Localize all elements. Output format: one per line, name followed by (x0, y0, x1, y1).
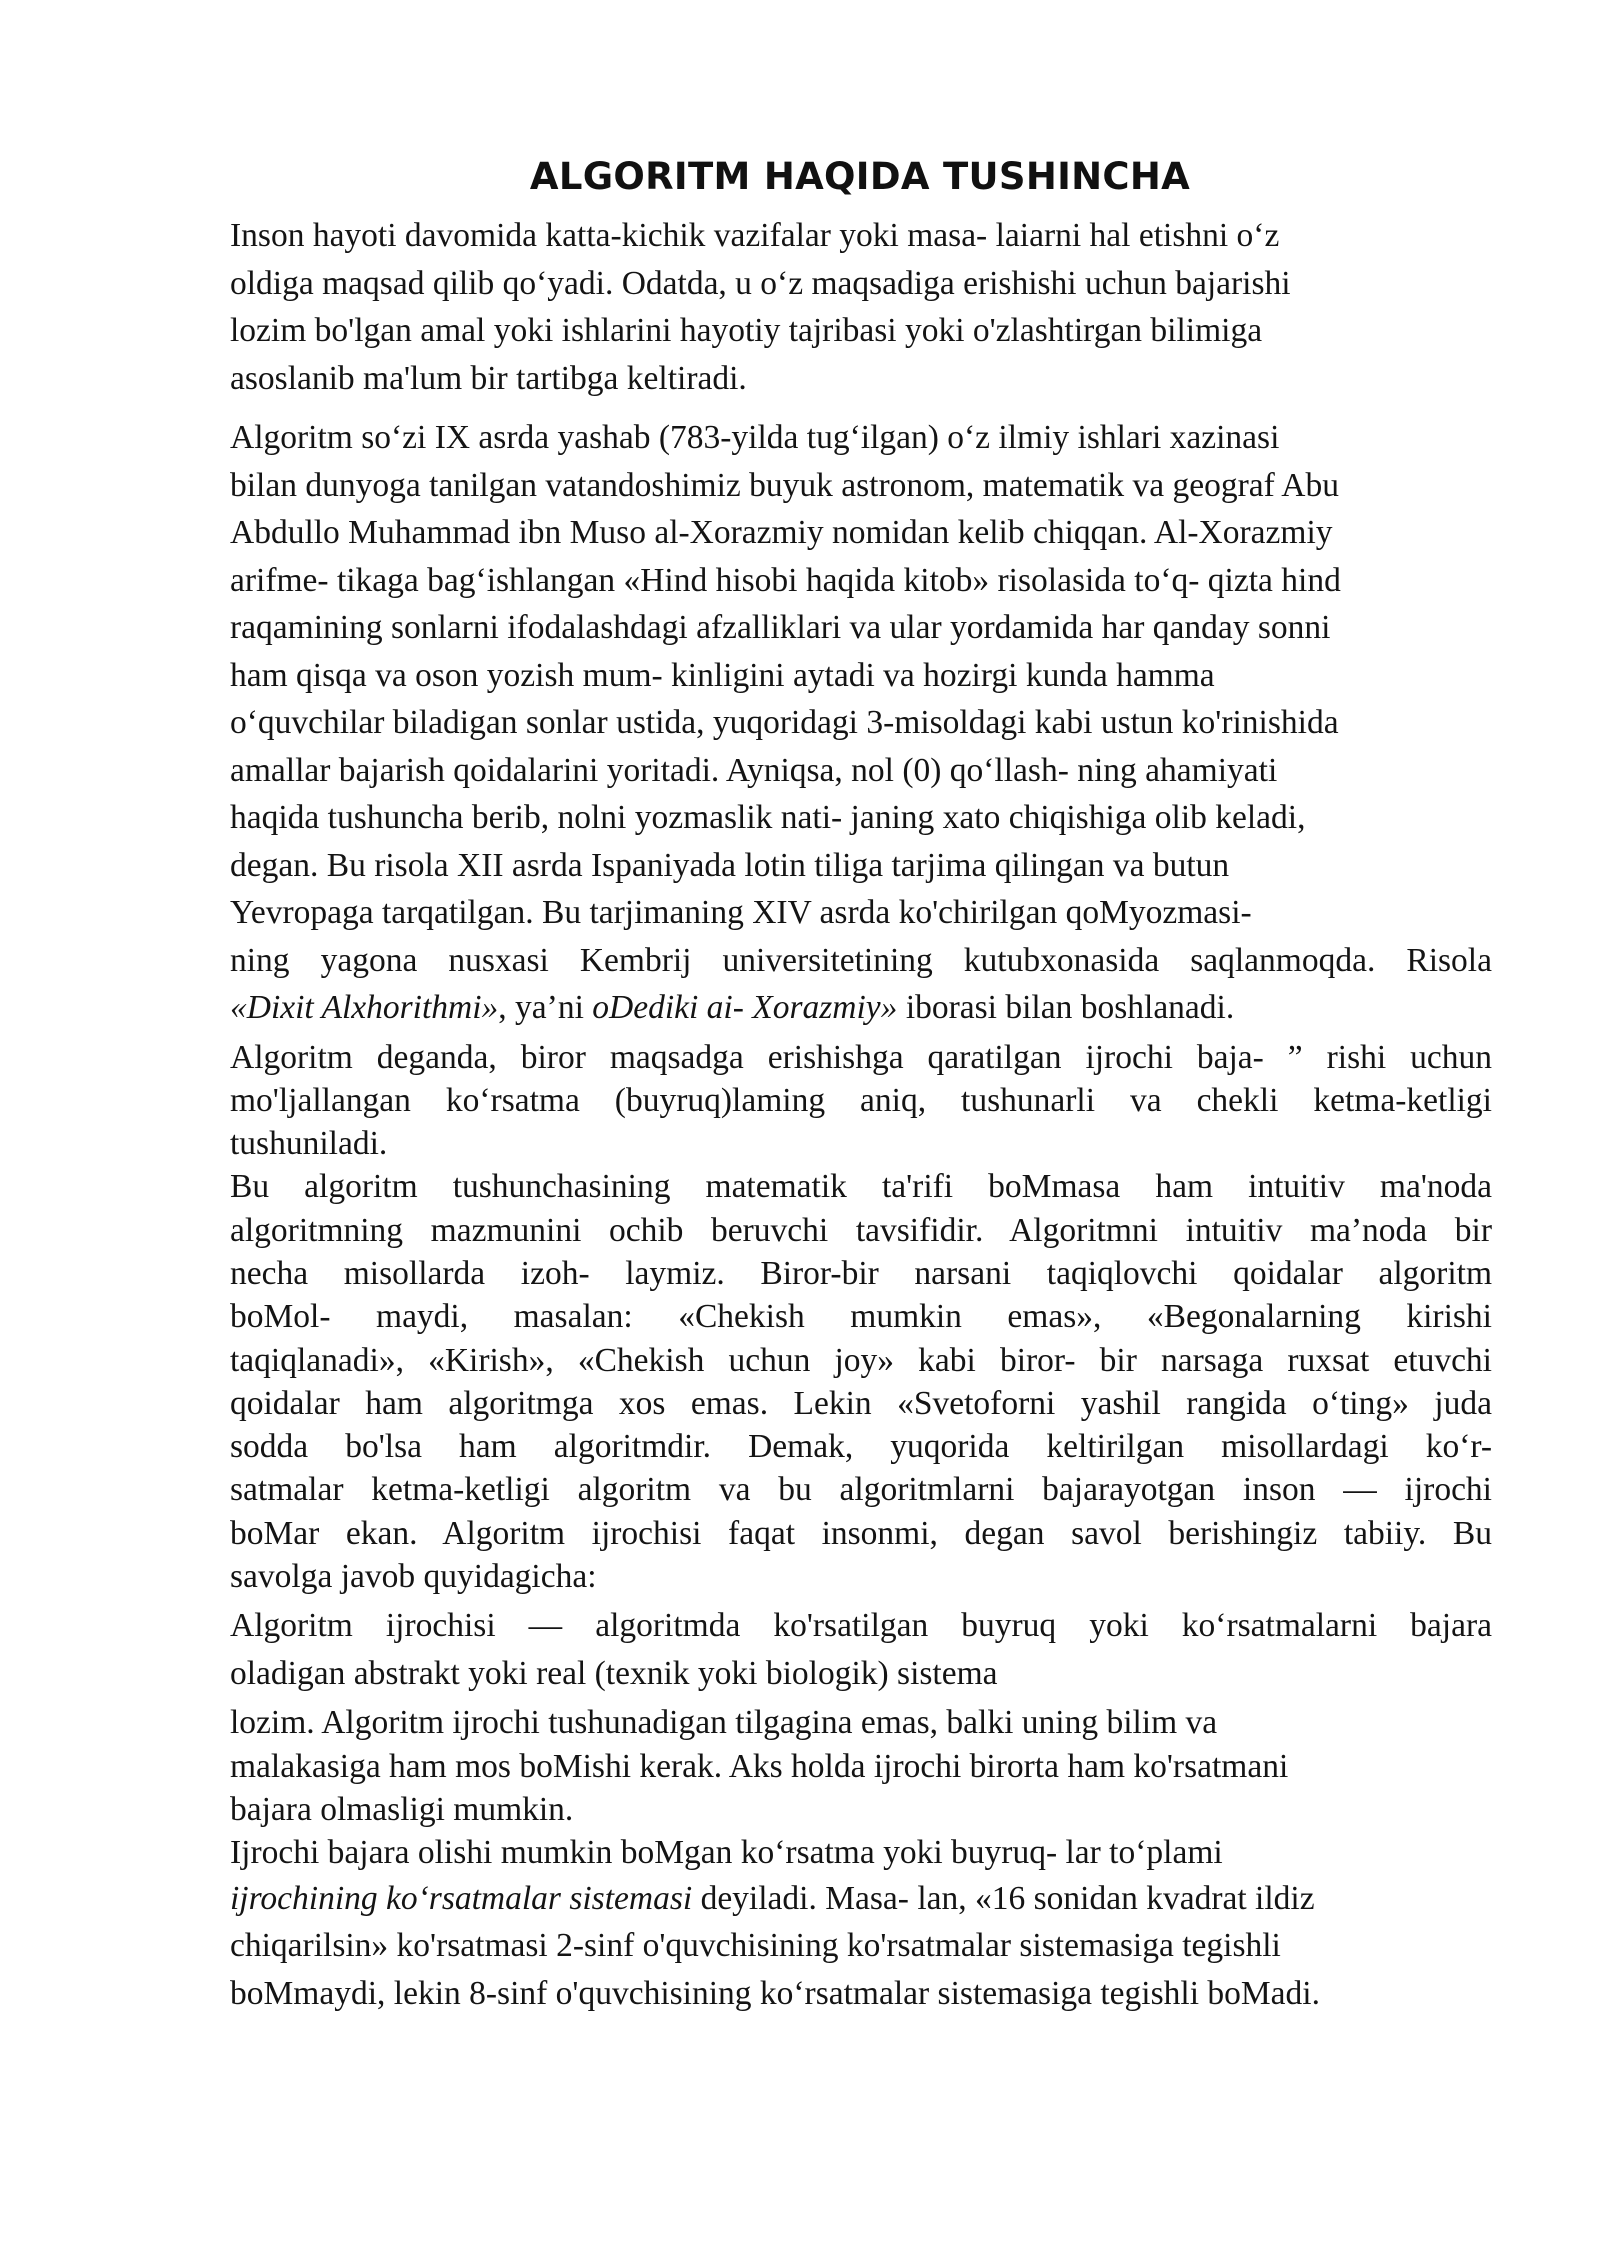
text-line: lozim bo'lgan amal yoki ishlarini hayotiy tajribasi yoki o'zlashtirgan bilimiga (230, 312, 1263, 349)
italic-phrase: «Dixit Alxhorithmi» (230, 989, 499, 1026)
text-line: malakasiga ham mos boMishi kerak. Aks holda ijrochi birorta ham ko'rsatmani (230, 1747, 1289, 1785)
text-line: necha misollarda izoh- laymiz. Biror-bir narsani taqiqlovchi qoidalar algoritm (230, 1254, 1492, 1292)
paragraph-examples (230, 1165, 1492, 1598)
text-line: Bu algoritm tushunchasining matematik ta'rifi boMmasa ham intuitiv ma'noda (230, 1168, 1492, 1206)
paragraph-intro (230, 212, 1492, 402)
text-line: Yevropaga tarqatilgan. Bu tarjimaning XIV asrda ko'chirilgan qoMyozmasi- (230, 894, 1252, 931)
text-line: arifme- tikaga bag‘ishlangan «Hind hisobi haqida kitob» risolasida to‘q- qizta hind (230, 561, 1341, 599)
text-line: boMol- maydi, masalan: «Chekish mumkin emas», «Begonalarning kirishi (230, 1298, 1492, 1336)
text-line: mo'ljallangan ko‘rsatma (buyruq)laming aniq, tushunarli va chekli ketma-ketligi (230, 1081, 1492, 1119)
text-line: Algoritm deganda, biror maqsadga erishishga qaratilgan ijrochi baja- ” rishi uchun (230, 1038, 1492, 1076)
text-line: asoslanib ma'lum bir tartibga keltiradi. (230, 359, 747, 397)
text-line: Inson hayoti davomida katta-kichik vazifalar yoki masa- laiarni hal etishni o‘z (230, 217, 1280, 254)
text-line-italic (230, 984, 1492, 1032)
text-line: satmalar ketma-ketligi algoritm va bu algoritmlarni bajarayotgan inson — ijrochi (230, 1471, 1492, 1509)
paragraph-definition (230, 1036, 1492, 1166)
page-title: ALGORITM HAQIDA TUSHINCHA (529, 155, 1191, 198)
text-line: chiqarilsin» ko'rsatmasi 2-sinf o'quvchisining ko'rsatmalar sistemasiga tegishli (230, 1927, 1281, 1965)
text-line: algoritmning mazmunini ochib beruvchi tavsifidir. Algoritmni intuitiv ma’noda bir (230, 1211, 1492, 1249)
paragraph-executor (230, 1602, 1492, 1697)
text-line: Ijrochi bajara olishi mumkin boMgan ko‘rsatma yoki buyruq- lar to‘plami (230, 1834, 1223, 1872)
text-line: Algoritm so‘zi IX asrda yashab (783-yilda tug‘ilgan) o‘z ilmiy ishlari xazinasi (230, 419, 1280, 456)
text-line: lozim. Algoritm ijrochi tushunadigan tilgagina emas, balki uning bilim va (230, 1704, 1218, 1742)
text-line: raqamining sonlarni ifodalashdagi afzalliklari va ular yordamida har qanday sonni (230, 609, 1331, 646)
text-span: , ya’ni (498, 989, 593, 1026)
text-line: boMar ekan. Algoritm ijrochisi faqat insonmi, degan savol berishingiz tabiiy. Bu (230, 1514, 1492, 1552)
text-line: Abdullo Muhammad ibn Muso al-Xorazmiy nomidan kelib chiqqan. Al-Xorazmiy (230, 514, 1333, 551)
text-line: amallar bajarish qoidalarini yoritadi. Ayniqsa, nol (0) qo‘llash- ning ahamiyati (230, 751, 1278, 789)
text-line: qoidalar ham algoritmga xos emas. Lekin «Svetoforni yashil rangida o‘ting» juda (230, 1384, 1492, 1422)
text-line: ning yagona nusxasi Kembrij universitetining kutubxonasida saqlanmoqda. Risola (230, 941, 1492, 979)
paragraph-instructions-tail (230, 1875, 1492, 2018)
text-line: haqida tushuncha berib, nolni yozmaslik nati- janing xato chiqishiga olib keladi, (230, 799, 1306, 836)
document-body (230, 212, 1492, 2017)
text-line: tushuniladi. (230, 1125, 388, 1163)
text-line: oladigan abstrakt yoki real (texnik yoki biologik) sistema (230, 1654, 998, 1692)
text-line: sodda bo'lsa ham algoritmdir. Demak, yuqorida keltirilgan misollardagi ko‘r- (230, 1428, 1492, 1466)
italic-phrase: ijrochining ko‘rsatmalar sistemasi (230, 1879, 693, 1917)
text-line: bilan dunyoga tanilgan vatandoshimiz buyuk astronom, matematik va geograf Abu (230, 466, 1339, 504)
text-line: taqiqlanadi», «Kirish», «Chekish uchun joy» kabi biror- bir narsaga ruxsat etuvchi (230, 1341, 1492, 1379)
italic-phrase: oDediki ai- Xorazmiy» (592, 989, 898, 1026)
paragraph-origin (230, 414, 1492, 1032)
text-line: ham qisqa va oson yozish mum- kinligini aytadi va hozirgi kunda hamma (230, 656, 1215, 694)
text-line: Algoritm ijrochisi — algoritmda ko'rsatilgan buyruq yoki ko‘rsatmalarni bajara (230, 1607, 1492, 1645)
text-line: boMmaydi, lekin 8-sinf o'quvchisining ko‘rsatmalar sistemasiga tegishli boMadi. (230, 1974, 1320, 2012)
text-span: deyiladi. Masa- lan, «16 sonidan kvadrat ildiz (692, 1879, 1315, 1917)
text-line: oldiga maqsad qilib qo‘yadi. Odatda, u o‘z maqsadiga erishishi uchun bajarishi (230, 264, 1291, 302)
text-line: o‘quvchilar biladigan sonlar ustida, yuqoridagi 3-misoldagi kabi ustun ko'rinishida (230, 704, 1339, 741)
paragraph-instructions (230, 1701, 1492, 1874)
text-span: iborasi bilan boshlanadi. (897, 989, 1235, 1026)
text-line: degan. Bu risola XII asrda Ispaniyada lotin tiliga tarjima qilingan va butun (230, 846, 1230, 884)
text-line-italic (230, 1875, 1492, 1923)
text-line: savolga javob quyidagicha: (230, 1558, 597, 1596)
text-line: bajara olmasligi mumkin. (230, 1790, 574, 1828)
